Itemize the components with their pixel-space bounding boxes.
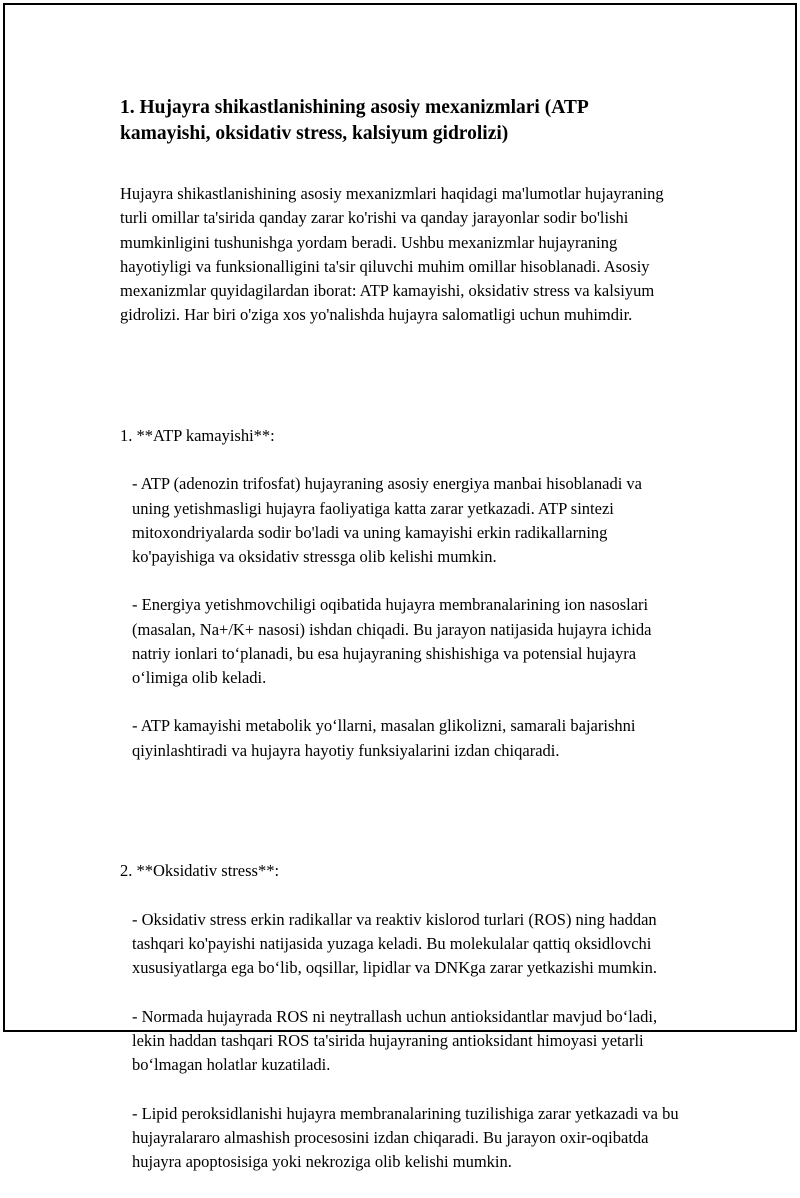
paragraph-gap (120, 787, 680, 811)
intro-paragraph: Hujayra shikastlanishining asosiy mexanizmlari haqidagi ma'lumotlar hujayraning turli omillar ta'sirida qanday zarar ko'rishi va qanday jarayonlar sodir bo'lishi mumkinligini tushunishga yordam beradi. Ushbu mexanizmlar hujayraning hayotiyligi va funksionalligini ta'sir qiluvchi muhim omillar hisoblanadi. Asosiy mexanizmlar quyidagilardan iborat: ATP kamayishi, oksidativ stress va kalsiyum gidrolizi. Har biri o'ziga xos yo'nalishda hujayra salomatligi uchun muhimdir. (120, 184, 664, 325)
list-item: - Oksidativ stress erkin radikallar va reaktiv kislorod turlari (ROS) ning haddan tashqari ko'payishi natijasida yuzaga keladi. Bu molekulalar qattiq oksidlovchi xususiyatlarga ega bo‘lib, oqsillar, lipidlar va DNKga zarar yetkazishi mumkin. (132, 909, 658, 978)
list-item: - ATP (adenozin trifosfat) hujayraning asosiy energiya manbai hisoblanadi va uning yetishmasligi hujayra faoliyatiga katta zarar yetkazadi. ATP sintezi mitoxondriyalarda sodir bo'ladi va uning kamayishi erkin radikallarning ko'payishiga va oksidativ stressga olib kelishi mumkin. (132, 474, 642, 567)
list-item: - ATP kamayishi metabolik yo‘llarni, masalan glikolizni, samarali bajarishni qiyinlashtiradi va hujayra hayotiy funksiyalarini izdan chiqaradi. (132, 716, 636, 760)
document-page (3, 3, 797, 1171)
list-item: - Energiya yetishmovchiligi oqibatida hujayra membranalarining ion nasoslari (masalan, Na+/K+ nasosi) ishdan chiqadi. Bu jarayon natijasida hujayra ichida natriy ionlari to‘planadi, bu esa hujayraning shishishiga va potensial hujayra o‘limiga olib keladi. (132, 595, 652, 688)
paragraph-gap (120, 352, 680, 376)
document-title: 1. Hujayra shikastlanishining asosiy mexanizmlari (ATP kamayishi, oksidativ stress, kalsiyum gidrolizi) (120, 97, 588, 144)
list-item: - Lipid peroksidlanishi hujayra membranalarining tuzilishiga zarar yetkazadi va bu hujayralararo almashish procesosini izdan chiqaradi. Bu jarayon oxir-oqibatda hujayra apoptosisiga yoki nekroziga olib kelishi mumkin. (132, 1103, 679, 1171)
list-item: - Normada hujayrada ROS ni neytrallash uchun antioksidantlar mavjud bo‘ladi, lekin haddan tashqari ROS ta'sirida hujayraning antioksidant himoyasi yetarli bo‘lmagan holatlar kuzatiladi. (132, 1006, 658, 1075)
section-heading-atp: 1. **ATP kamayishi**: (120, 426, 275, 446)
section-heading-oxidative-stress: 2. **Oksidativ stress**: (120, 861, 280, 881)
document-body (120, 158, 680, 1198)
document-content (120, 95, 680, 1198)
